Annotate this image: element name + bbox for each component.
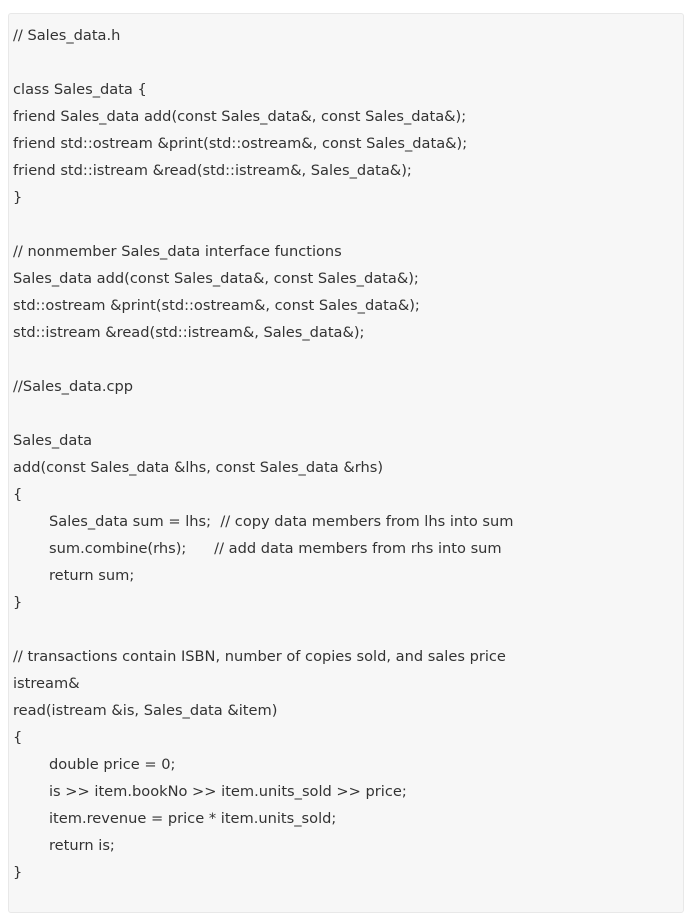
code-line: std::ostream &print(std::ostream&, const Sales_data&); [13, 297, 420, 314]
code-line: Sales_data [13, 432, 93, 449]
code-line: read(istream &is, Sales_data &item) [13, 702, 278, 719]
code-line: { [13, 486, 23, 503]
code-line: is >> item.bookNo >> item.units_sold >> price; [49, 783, 407, 800]
code-line: std::istream &read(std::istream&, Sales_data&); [13, 324, 365, 341]
code-line: double price = 0; [49, 756, 176, 773]
code-line: add(const Sales_data &lhs, const Sales_data &rhs) [13, 459, 384, 476]
code-line: } [13, 594, 23, 611]
code-line: return is; [49, 837, 115, 854]
code-line: class Sales_data { [13, 81, 147, 98]
code-line [13, 49, 683, 76]
code-line: //Sales_data.cpp [13, 378, 134, 395]
code-line: sum.combine(rhs); // add data members from rhs into sum [49, 540, 502, 557]
code-line: } [13, 864, 23, 881]
code-block [8, 13, 684, 913]
code-line [13, 346, 683, 373]
code-line [13, 400, 683, 427]
code-line: Sales_data sum = lhs; // copy data members from lhs into sum [49, 513, 514, 530]
code-line: // nonmember Sales_data interface functions [13, 243, 342, 260]
code-line: } [13, 189, 23, 206]
code-line: friend std::ostream &print(std::ostream&, const Sales_data&); [13, 135, 468, 152]
code-line: // transactions contain ISBN, number of copies sold, and sales price [13, 648, 506, 665]
code-line: item.revenue = price * item.units_sold; [49, 810, 337, 827]
code-line: { [13, 729, 23, 746]
code-line: friend Sales_data add(const Sales_data&, const Sales_data&); [13, 108, 467, 125]
code-line [13, 616, 683, 643]
code-line: istream& [13, 675, 80, 692]
code-line: return sum; [49, 567, 135, 584]
code-line: Sales_data add(const Sales_data&, const Sales_data&); [13, 270, 419, 287]
code-line: friend std::istream &read(std::istream&, Sales_data&); [13, 162, 412, 179]
code-line [13, 211, 683, 238]
code-line: // Sales_data.h [13, 27, 121, 44]
